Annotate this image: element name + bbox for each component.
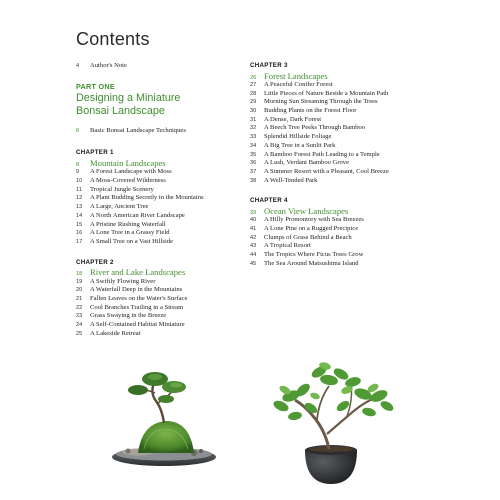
page-title: Contents (76, 29, 150, 49)
toc-entry[interactable] (250, 116, 450, 125)
chapter-label: CHAPTER 3 (250, 62, 288, 69)
entry-title: Author's Note (90, 62, 127, 69)
page-number: 27 (250, 82, 257, 88)
toc-entry[interactable] (76, 330, 244, 339)
part-title-line2: Bonsai Landscape (76, 104, 165, 117)
toc-entry[interactable] (250, 260, 450, 269)
entry-title: A Waterfall Deep in the Mountains (90, 286, 183, 294)
entry-title: The Sea Around Matsushima Island (264, 259, 359, 267)
page-number: 38 (250, 177, 257, 184)
toc-entry[interactable] (250, 234, 450, 243)
part-title-line1: Designing a Miniature (76, 91, 181, 104)
page-number: 45 (250, 260, 257, 267)
entry-title: A Beech Tree Peeks Through Bamboo (264, 124, 366, 132)
page-number: 33 (250, 134, 257, 141)
toc-entry[interactable] (76, 194, 244, 203)
entry-title: A Well-Tended Park (264, 176, 318, 184)
moss-bonsai-landscape-photo (108, 365, 220, 469)
entry-title: A Summer Resort with a Pleasant, Cool Breeze (264, 167, 389, 175)
page-number: 44 (250, 252, 257, 258)
toc-entry[interactable] (250, 177, 450, 186)
entry-title: A Bamboo Forest Path Leading to a Temple (264, 150, 380, 158)
page-number: 30 (250, 108, 257, 115)
page-number: 9 (76, 169, 80, 176)
page-number: 17 (76, 238, 83, 245)
page-number: 26 (250, 74, 257, 81)
toc-entry[interactable] (76, 127, 244, 136)
toc-entry[interactable] (250, 242, 450, 251)
entry-title: A Large, Ancient Tree (90, 203, 149, 211)
entry-title: A North American River Landscape (90, 211, 185, 219)
entry-title: A Lush, Verdant Bamboo Grove (264, 159, 350, 167)
entry-title: Cool Branches Trailing in a Stream (90, 303, 184, 311)
toc-entry[interactable] (76, 203, 244, 212)
entry-title: A Lone Pine on a Rugged Precipice (264, 224, 359, 232)
page-number: 22 (76, 304, 83, 311)
chapter1-entries (76, 168, 244, 246)
entry-title: A Hilly Promontory with Sea Breezes (264, 216, 364, 224)
chapter-heading[interactable] (76, 267, 244, 278)
chapter4-entries (250, 216, 450, 268)
toc-entry[interactable] (76, 168, 244, 177)
chapter-label: CHAPTER 1 (76, 149, 114, 157)
entry-title: Tropical Jungle Scenery (90, 185, 154, 193)
page-number: 29 (250, 99, 257, 106)
page-number: 10 (76, 178, 83, 185)
chapter-title: Forest Landscapes (264, 70, 328, 81)
page-number: 32 (250, 125, 257, 132)
page-number: 13 (76, 204, 83, 211)
chapter-label: CHAPTER 2 (76, 258, 114, 266)
toc-entry[interactable] (250, 151, 450, 160)
page-number: 35 (250, 151, 257, 158)
toc-entry[interactable] (250, 216, 450, 225)
toc-entry[interactable] (76, 321, 244, 330)
toc-entry[interactable] (250, 107, 450, 116)
entry-title: A Small Tree on a Vast Hillside (90, 237, 174, 245)
toc-entry[interactable] (76, 278, 244, 287)
toc-entry[interactable] (76, 312, 244, 321)
page-number: 25 (76, 330, 83, 337)
page-number: 15 (76, 221, 83, 228)
page-number: 34 (250, 142, 257, 149)
page-number: 24 (76, 322, 83, 328)
entry-title: A Moss-Covered Wilderness (90, 177, 166, 185)
right-column (250, 62, 450, 268)
entry-title: Fallen Leaves on the Water's Surface (90, 294, 188, 302)
page-number: 40 (250, 217, 257, 224)
toc-entry[interactable] (250, 98, 450, 107)
toc-entry[interactable] (76, 238, 244, 247)
toc-entry[interactable] (76, 221, 244, 230)
entry-title: Grass Swaying in the Breeze (90, 312, 167, 320)
toc-entry[interactable] (250, 90, 450, 99)
entry-title: A Swiftly Flowing River (90, 277, 156, 285)
page-number: 8 (76, 161, 80, 168)
entry-title: A Big Tree in a Sunlit Park (264, 141, 336, 149)
chapter-title: Mountain Landscapes (90, 157, 166, 168)
chapter-title: River and Lake Landscapes (90, 267, 186, 278)
toc-entry[interactable] (76, 212, 244, 221)
page-number: 12 (76, 195, 83, 202)
page-number: 37 (250, 168, 257, 175)
page-number: 39 (250, 209, 257, 216)
page-number: 43 (250, 243, 257, 250)
toc-entry[interactable] (250, 81, 450, 90)
entry-title: Morning Sun Streaming Through the Trees (264, 98, 378, 106)
entry-title: The Tropics Where Ficus Trees Grow (264, 251, 364, 258)
toc-entry[interactable] (250, 168, 450, 177)
page-number: 31 (250, 116, 257, 123)
page-number: 4 (76, 63, 80, 69)
entry-title: A Pristine Rushing Waterfall (90, 220, 166, 228)
entry-title: A Peaceful Conifer Forest (264, 81, 333, 88)
toc-entry[interactable] (76, 229, 244, 238)
page-number: 11 (76, 186, 82, 193)
page-number: 6 (76, 127, 80, 134)
toc-entry[interactable] (76, 295, 244, 304)
page-number: 21 (76, 295, 83, 302)
entry-title: Basic Bonsai Landscape Techniques (90, 126, 186, 134)
toc-entry[interactable] (76, 286, 244, 295)
entry-title: A Lone Tree in a Grassy Field (90, 229, 170, 237)
left-column (76, 62, 244, 338)
entry-title: A Lakeside Retreat (90, 329, 141, 337)
toc-entry[interactable] (76, 186, 244, 195)
potted-bonsai-tree-photo (255, 350, 405, 490)
page-number: 36 (250, 160, 257, 167)
entry-title: Little Pieces of Nature Beside a Mountain Path (264, 89, 389, 97)
toc-entry[interactable] (76, 177, 244, 186)
chapter-label: CHAPTER 4 (250, 197, 288, 205)
page-number: 23 (76, 313, 83, 320)
chapter-heading[interactable] (250, 206, 450, 217)
toc-entry[interactable] (250, 133, 450, 142)
chapter2-entries (76, 278, 244, 339)
part-label: PART ONE (76, 81, 116, 91)
entry-title: A Self-Contained Habitat Miniature (90, 321, 185, 328)
toc-entry[interactable] (76, 62, 244, 71)
part-title (76, 92, 244, 118)
page-number: 28 (250, 90, 257, 97)
page-number: 14 (76, 212, 83, 219)
entry-title: A Dense, Dark Forest (264, 115, 322, 123)
page-number: 18 (76, 271, 83, 278)
page-number: 16 (76, 230, 83, 237)
toc-entry[interactable] (250, 124, 450, 133)
page-number: 42 (250, 234, 257, 241)
toc-entry[interactable] (250, 251, 450, 260)
page-number: 20 (76, 287, 83, 294)
chapter-heading[interactable] (250, 71, 450, 82)
toc-entry[interactable] (250, 142, 450, 151)
entry-title: Budding Plants on the Forest Floor (264, 107, 357, 115)
toc-entry[interactable] (250, 225, 450, 234)
entry-title: Clumps of Grass Behind a Beach (264, 233, 352, 241)
entry-title: Splendid Hillside Foliage (264, 133, 332, 141)
chapter-title: Ocean View Landscapes (264, 205, 349, 216)
chapter-heading[interactable] (76, 158, 244, 169)
entry-title: A Plant Budding Secretly in the Mountains (90, 194, 204, 202)
entry-title: A Tropical Resort (264, 242, 311, 250)
page-number: 41 (250, 225, 257, 232)
page-number: 19 (76, 278, 83, 285)
toc-entry[interactable] (76, 304, 244, 313)
chapter3-entries (250, 81, 450, 185)
toc-entry[interactable] (250, 159, 450, 168)
entry-title: A Forest Landscape with Moss (90, 168, 172, 176)
